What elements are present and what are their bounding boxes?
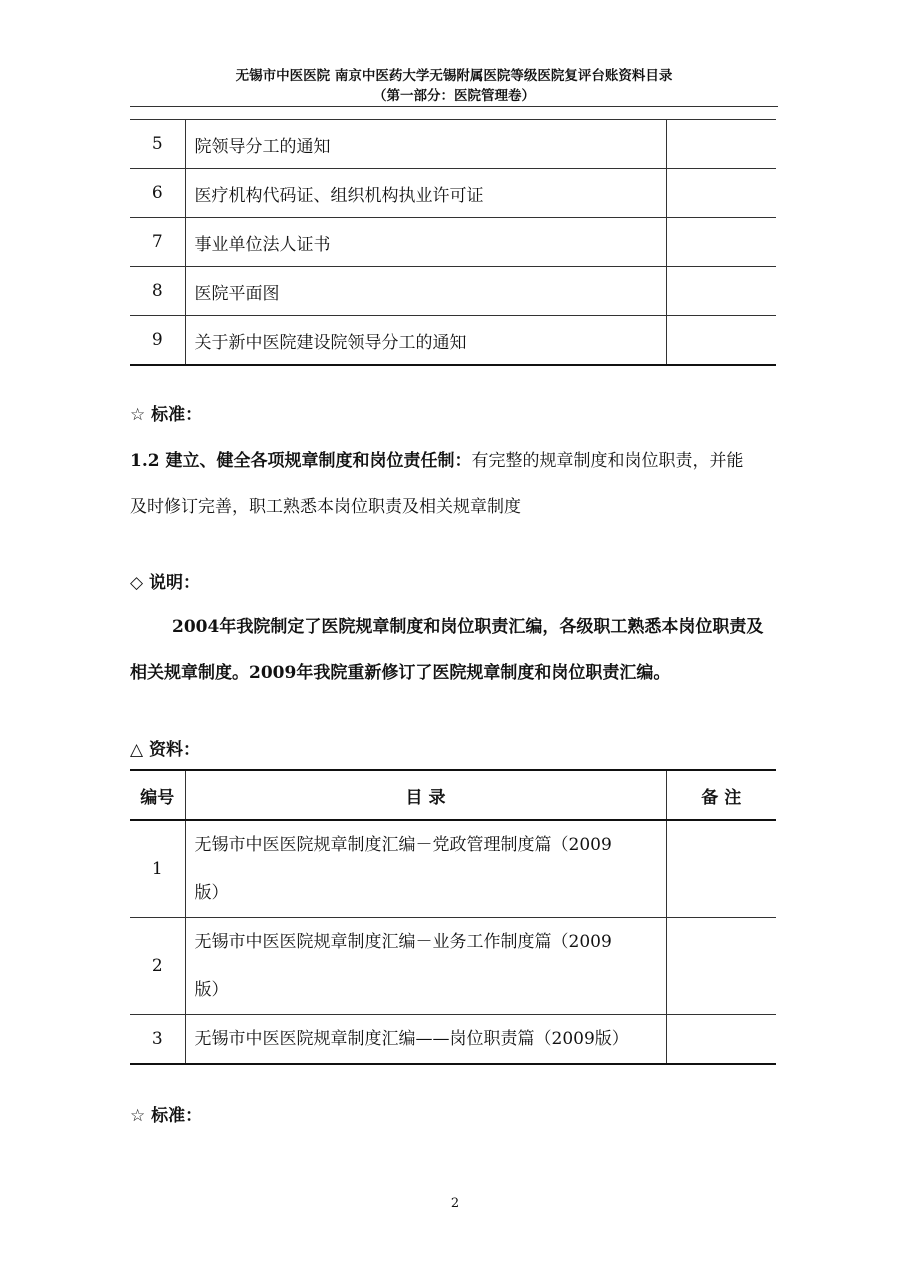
row-number: 5 bbox=[130, 120, 185, 169]
row-title bbox=[185, 1015, 666, 1065]
row-note bbox=[666, 120, 776, 169]
table-row bbox=[130, 316, 776, 366]
header-title: 无锡市中医医院 南京中医药大学无锡附属医院等级医院复评台账资料目录 bbox=[235, 68, 673, 84]
table-row bbox=[130, 820, 776, 918]
header-divider bbox=[130, 106, 778, 107]
row-number: 8 bbox=[130, 267, 185, 316]
explain-line-2: 相关规章制度。2009年我院重新修订了医院规章制度和岗位职责汇编。 bbox=[130, 663, 671, 683]
row-note bbox=[666, 918, 776, 1015]
catalog-table-top bbox=[130, 119, 776, 366]
materials-heading: △ 资料： bbox=[130, 740, 200, 760]
row-note bbox=[666, 316, 776, 366]
row-title bbox=[185, 918, 666, 1015]
row-title: 关于新中医院建设院领导分工的通知 bbox=[185, 316, 666, 366]
explain-heading: ◇ 说明： bbox=[130, 573, 200, 593]
row-title-line-1: 无锡市中医医院规章制度汇编－业务工作制度篇（2009 bbox=[194, 932, 612, 952]
row-title-line-1: 无锡市中医医院规章制度汇编－党政管理制度篇（2009 bbox=[194, 835, 612, 855]
item-1-2-title: 1.2 建立、健全各项规章制度和岗位责任制： bbox=[130, 451, 472, 471]
explain-line-1: 2004年我院制定了医院规章制度和岗位职责汇编，各级职工熟悉本岗位职责及 bbox=[172, 617, 764, 637]
header-number: 编号 bbox=[130, 770, 185, 820]
row-number: 9 bbox=[130, 316, 185, 366]
row-number: 2 bbox=[130, 918, 185, 1015]
header-catalog: 目 录 bbox=[185, 770, 666, 820]
row-note bbox=[666, 218, 776, 267]
header-subtitle: （第一部分：医院管理卷） bbox=[373, 88, 535, 104]
table-row bbox=[130, 1015, 776, 1065]
table-row bbox=[130, 267, 776, 316]
item-1-2-text-b: 及时修订完善，职工熟悉本岗位职责及相关规章制度 bbox=[130, 497, 521, 517]
document-header bbox=[130, 66, 778, 106]
row-note bbox=[666, 267, 776, 316]
row-title: 医疗机构代码证、组织机构执业许可证 bbox=[185, 169, 666, 218]
item-1-2-paragraph bbox=[130, 438, 780, 530]
explain-paragraph bbox=[130, 604, 780, 696]
standard-heading: ☆ 标准： bbox=[130, 405, 203, 425]
table-row bbox=[130, 918, 776, 1015]
standard-heading-2: ☆ 标准： bbox=[130, 1106, 203, 1126]
row-number: 7 bbox=[130, 218, 185, 267]
row-title-line-2: 版） bbox=[194, 980, 229, 1000]
row-number: 3 bbox=[130, 1015, 185, 1065]
row-title bbox=[185, 820, 666, 918]
table-row bbox=[130, 218, 776, 267]
header-note: 备 注 bbox=[666, 770, 776, 820]
row-number: 1 bbox=[130, 820, 185, 918]
page-number: 2 bbox=[450, 1196, 460, 1211]
row-number: 6 bbox=[130, 169, 185, 218]
row-note bbox=[666, 820, 776, 918]
row-title: 院领导分工的通知 bbox=[185, 120, 666, 169]
row-title-line-2: 版） bbox=[194, 883, 229, 903]
row-note bbox=[666, 1015, 776, 1065]
row-note bbox=[666, 169, 776, 218]
table-row bbox=[130, 120, 776, 169]
row-title: 医院平面图 bbox=[185, 267, 666, 316]
catalog-table-bottom bbox=[130, 769, 776, 1065]
table-header-row bbox=[130, 770, 776, 820]
row-title: 事业单位法人证书 bbox=[185, 218, 666, 267]
table-row bbox=[130, 169, 776, 218]
item-1-2-text-a: 有完整的规章制度和岗位职责，并能 bbox=[471, 451, 744, 471]
row-title-line-1: 无锡市中医医院规章制度汇编——岗位职责篇（2009版） bbox=[194, 1029, 629, 1049]
